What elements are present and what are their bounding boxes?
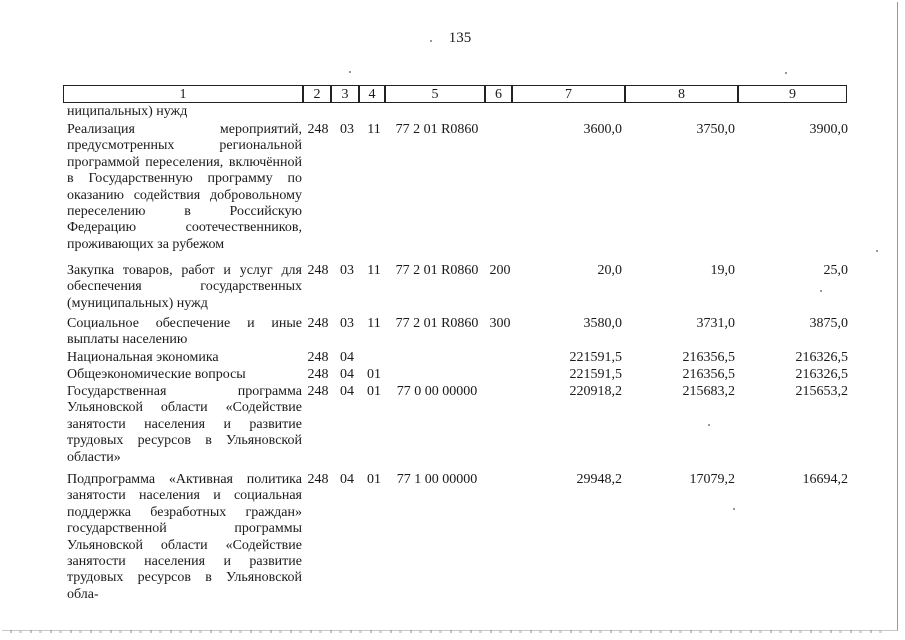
cell-section: 03 xyxy=(340,316,354,331)
cell-value-col7: 3580,0 xyxy=(583,316,622,331)
cell-value-col9: 16694,2 xyxy=(802,472,848,487)
cell-admin-code: 248 xyxy=(307,472,329,487)
col-header-4: 4 xyxy=(359,85,385,103)
scan-speck xyxy=(876,250,878,252)
cell-section: 04 xyxy=(340,367,354,382)
cell-subsection: 11 xyxy=(367,263,381,278)
cell-target-article: 77 2 01 R0860 xyxy=(395,316,479,331)
scan-speck xyxy=(430,40,432,42)
cell-value-col9: 3900,0 xyxy=(809,122,848,137)
cell-subsection: 01 xyxy=(367,472,381,487)
cell-target-article: 77 2 01 R0860 xyxy=(395,122,479,137)
scan-artifact-line xyxy=(10,630,890,633)
col-header-2: 2 xyxy=(303,85,331,103)
col-header-8: 8 xyxy=(625,85,738,103)
row-name: Социальное обеспечение и иные выплаты населению xyxy=(67,316,302,348)
cell-value-col8: 3750,0 xyxy=(696,122,735,137)
scan-speck xyxy=(733,508,735,510)
cell-admin-code: 248 xyxy=(307,263,329,278)
cell-target-article: 77 0 00 00000 xyxy=(396,384,478,399)
col-header-5: 5 xyxy=(385,85,485,103)
cell-value-col9: 25,0 xyxy=(823,263,848,278)
cell-value-col9: 216326,5 xyxy=(795,367,848,382)
row-name: Подпрограмма «Активная политика занятости населения и социальная поддержка безработных граждан» государственной программы Ульяновской области «Содействие занятости населения и развитие трудовых ресурсов в Ульяновской обла- xyxy=(67,472,302,602)
cell-section: 04 xyxy=(340,384,354,399)
cell-admin-code: 248 xyxy=(307,367,329,382)
col-header-1: 1 xyxy=(63,85,303,103)
cell-value-col7: 29948,2 xyxy=(576,472,622,487)
row-name: Закупка товаров, работ и услуг для обеспечения государственных (муниципальных) нужд xyxy=(67,263,302,311)
cell-value-col8: 17079,2 xyxy=(689,472,735,487)
row-name: Национальная экономика xyxy=(67,350,219,365)
cell-admin-code: 248 xyxy=(307,122,329,137)
cell-section: 03 xyxy=(340,263,354,278)
col-header-9: 9 xyxy=(738,85,847,103)
cell-subsection: 11 xyxy=(367,122,381,137)
col-header-7: 7 xyxy=(512,85,625,103)
row-name: Государственная программа Ульяновской области «Содействие занятости населения и развитие трудовых ресурсов в Ульяновской области» xyxy=(67,384,302,465)
cell-value-col8: 216356,5 xyxy=(682,367,735,382)
cell-value-col7: 220918,2 xyxy=(569,384,622,399)
row-name: Реализация мероприятий, предусмотренных региональной программой переселения, включённой в Государственную программу по оказанию содействия добровольному переселению в Российскую Федерацию соотечественников, проживающих за рубежом xyxy=(67,122,302,252)
cell-admin-code: 248 xyxy=(307,316,329,331)
cell-subsection: 01 xyxy=(367,367,381,382)
cell-value-col9: 216326,5 xyxy=(795,350,848,365)
cell-value-col8: 216356,5 xyxy=(682,350,735,365)
cell-target-article: 77 1 00 00000 xyxy=(396,472,478,487)
scan-speck xyxy=(349,71,351,73)
page-number: 135 xyxy=(448,30,472,46)
cell-subsection: 01 xyxy=(367,384,381,399)
cell-value-col9: 3875,0 xyxy=(809,316,848,331)
row-name: ниципальных) нужд xyxy=(67,104,188,119)
col-header-6: 6 xyxy=(485,85,512,103)
cell-value-col7: 221591,5 xyxy=(569,367,622,382)
scan-speck xyxy=(785,72,787,74)
cell-expense-type: 300 xyxy=(489,316,511,331)
cell-target-article: 77 2 01 R0860 xyxy=(395,263,479,278)
cell-value-col7: 3600,0 xyxy=(583,122,622,137)
cell-subsection: 11 xyxy=(367,316,381,331)
row-name: Общеэкономические вопросы xyxy=(67,367,246,382)
cell-value-col7: 20,0 xyxy=(597,263,622,278)
cell-value-col8: 3731,0 xyxy=(696,316,735,331)
scan-speck xyxy=(708,424,710,426)
cell-admin-code: 248 xyxy=(307,384,329,399)
cell-value-col8: 215683,2 xyxy=(682,384,735,399)
cell-section: 04 xyxy=(340,472,354,487)
cell-expense-type: 200 xyxy=(489,263,511,278)
cell-section: 04 xyxy=(340,350,354,365)
scan-speck xyxy=(820,290,822,292)
cell-value-col8: 19,0 xyxy=(710,263,735,278)
cell-value-col9: 215653,2 xyxy=(795,384,848,399)
cell-section: 03 xyxy=(340,122,354,137)
cell-admin-code: 248 xyxy=(307,350,329,365)
col-header-3: 3 xyxy=(331,85,359,103)
cell-value-col7: 221591,5 xyxy=(569,350,622,365)
